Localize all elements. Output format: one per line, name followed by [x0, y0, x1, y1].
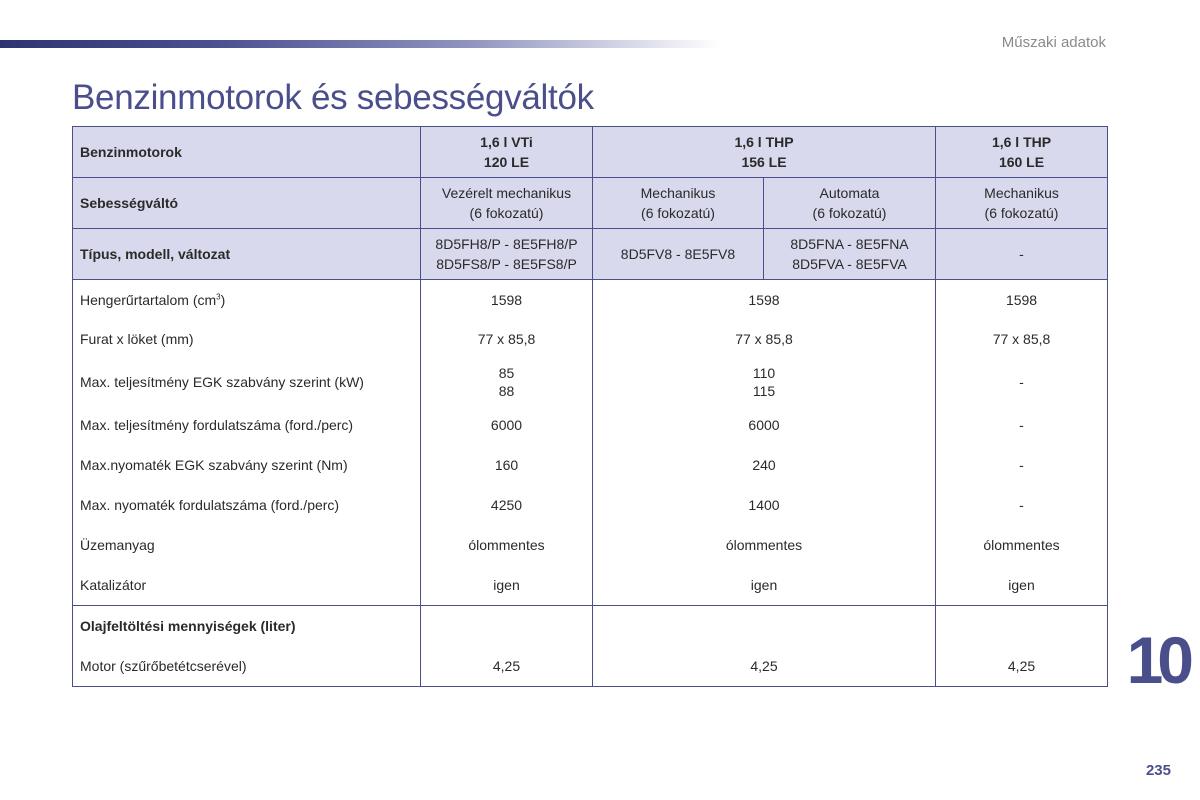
- table-row: [73, 359, 1108, 405]
- row-value: 4,25: [421, 646, 593, 687]
- engine-name: 1,6 l THP: [734, 134, 794, 150]
- gearbox-cell: [936, 178, 1108, 229]
- type-code: 8D5FV8 - 8E5FV8: [620, 246, 736, 262]
- row-label: Max. nyomaték fordulatszáma (ford./perc): [73, 485, 421, 525]
- engine-row: [73, 127, 1108, 178]
- table-row: [73, 485, 1108, 525]
- engine-power: 120 LE: [483, 154, 530, 170]
- engine-power: 156 LE: [741, 154, 787, 170]
- row-label: Max.nyomaték EGK szabvány szerint (Nm): [73, 445, 421, 485]
- row-value: 77 x 85,8: [936, 319, 1108, 359]
- empty-cell: [421, 606, 593, 647]
- gearbox-type: Mechanikus: [984, 185, 1059, 201]
- row-label: Max. teljesítmény EGK szabvány szerint (kW): [73, 359, 421, 405]
- type-code: 8D5FVA - 8E5FVA: [792, 256, 907, 272]
- type-row: [73, 229, 1108, 280]
- row-value: 77 x 85,8: [593, 319, 936, 359]
- engine-cell: [421, 127, 593, 178]
- row-value: 1598: [593, 280, 936, 320]
- empty-cell: [593, 606, 936, 647]
- gearbox-gears: (6 fokozatú): [984, 205, 1059, 221]
- row-value: igen: [593, 565, 936, 606]
- row-value: ólommentes: [421, 525, 593, 565]
- gearbox-gears: (6 fokozatú): [641, 205, 715, 221]
- row-value: 1598: [936, 280, 1108, 320]
- engine-name: 1,6 l VTi: [480, 134, 533, 150]
- table-row: [73, 280, 1108, 320]
- row-value-line: 115: [752, 383, 776, 399]
- row-value: 4,25: [593, 646, 936, 687]
- row-value: 160: [421, 445, 593, 485]
- row-value: ólommentes: [936, 525, 1108, 565]
- type-cell: [764, 229, 936, 280]
- row-value: 6000: [593, 405, 936, 445]
- gearbox-type: Vezérelt mechanikus: [441, 185, 572, 201]
- type-row-label: Típus, modell, változat: [73, 229, 421, 280]
- row-value: 1400: [593, 485, 936, 525]
- gearbox-type: Mechanikus: [640, 185, 716, 201]
- gearbox-gears: (6 fokozatú): [812, 205, 887, 221]
- row-value: 4250: [421, 485, 593, 525]
- type-cell: [421, 229, 593, 280]
- type-cell: [593, 229, 764, 280]
- row-label: Katalizátor: [73, 565, 421, 606]
- row-value-line: 110: [752, 365, 776, 381]
- row-value: igen: [936, 565, 1108, 606]
- oil-heading: Olajfeltöltési mennyiségek (liter): [73, 606, 421, 647]
- gearbox-cell: [593, 178, 764, 229]
- row-value: 4,25: [936, 646, 1108, 687]
- row-value: 77 x 85,8: [421, 319, 593, 359]
- row-value-line: 88: [498, 383, 515, 399]
- table-row: [73, 405, 1108, 445]
- table-row: [73, 445, 1108, 485]
- table-row: [73, 646, 1108, 687]
- gearbox-cell: [764, 178, 936, 229]
- engine-row-label: Benzinmotorok: [73, 127, 421, 178]
- row-value: [593, 359, 936, 405]
- section-label: Műszaki adatok: [1001, 34, 1106, 51]
- gearbox-row-label: Sebességváltó: [73, 178, 421, 229]
- page-number: 235: [1145, 762, 1171, 779]
- row-label: Max. teljesítmény fordulatszáma (ford./perc): [73, 405, 421, 445]
- table-row: [73, 525, 1108, 565]
- chapter-number: 10: [1126, 623, 1188, 697]
- row-value: igen: [421, 565, 593, 606]
- engine-cell: [936, 127, 1108, 178]
- gearbox-cell: [421, 178, 593, 229]
- row-value: 6000: [421, 405, 593, 445]
- oil-heading-row: [73, 606, 1108, 647]
- row-value: -: [936, 485, 1108, 525]
- engine-name: 1,6 l THP: [991, 134, 1052, 150]
- gearbox-gears: (6 fokozatú): [469, 205, 544, 221]
- row-label: Furat x löket (mm): [73, 319, 421, 359]
- page-title: Benzinmotorok és sebességváltók: [72, 78, 594, 117]
- type-code: 8D5FNA - 8E5FNA: [790, 236, 909, 252]
- row-label: Hengerűrtartalom $(cm^3)$: [73, 280, 421, 320]
- gearbox-row: [73, 178, 1108, 229]
- row-value: [421, 359, 593, 405]
- row-value: 1598: [421, 280, 593, 320]
- table-row: [73, 565, 1108, 606]
- engine-spec-table: [72, 126, 1108, 687]
- gearbox-type: Automata: [819, 185, 880, 201]
- engine-cell: [593, 127, 936, 178]
- table-row: [73, 319, 1108, 359]
- row-value: -: [936, 359, 1108, 405]
- type-code: 8D5FS8/P - 8E5FS8/P: [436, 256, 577, 272]
- header-gradient-bar: [0, 40, 720, 48]
- row-value: -: [936, 405, 1108, 445]
- type-code: -: [1019, 246, 1024, 262]
- empty-cell: [936, 606, 1108, 647]
- row-label: Üzemanyag: [73, 525, 421, 565]
- engine-power: 160 LE: [998, 154, 1045, 170]
- row-label: Motor (szűrőbetétcserével): [73, 646, 421, 687]
- row-value: -: [936, 445, 1108, 485]
- row-value-line: 85: [498, 365, 515, 381]
- type-code: 8D5FH8/P - 8E5FH8/P: [435, 236, 578, 252]
- row-value: 240: [593, 445, 936, 485]
- type-cell: [936, 229, 1108, 280]
- row-value: ólommentes: [593, 525, 936, 565]
